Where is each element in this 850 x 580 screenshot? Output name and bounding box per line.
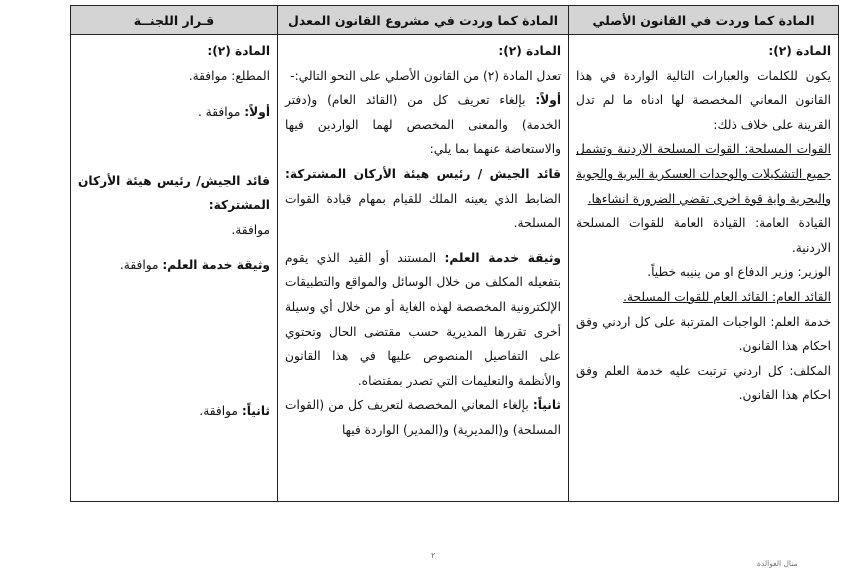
def-service-document-text: المستند أو القيد الذي يقوم بتفعيله المكلف من خلال الوسائل والمواقع والتطبيقات الإلكترونية المخصصة لهذه الغاية أو من خلال أي وسيلة أخرى تقررها المديرية حسب مقتضى الحال وتحتوي على التفاصيل المنصوص عليها في هذا القانون والأنظمة والتعليمات التي تصدر بمقتضاه. — [285, 250, 561, 388]
def-army-commander-text: الضابط الذي يعينه الملك للقيام بمهام قيادة القوات المسلحة. — [285, 191, 561, 231]
header-original-law: المادة كما وردت في القانون الأصلي — [569, 6, 839, 35]
clause-second-label: ثانياً: — [532, 398, 561, 413]
footer-stamp: منال الغوالدة — [757, 559, 798, 568]
table-row — [71, 35, 839, 502]
def-army-commander — [285, 162, 561, 236]
table-header-row — [71, 6, 839, 35]
header-amended-draft: المادة كما وردت في مشروع القانون المعدل — [278, 6, 569, 35]
clause-first-text: بإلغاء تعريف كل من (القائد العام) و(دفتر الخدمة) والمعنى المخصص لهما الواردين فيها والاستعاضة عنهما بما يلي: — [285, 93, 561, 157]
decision-second — [78, 399, 270, 424]
decision-first — [78, 100, 270, 125]
decision-second-text: موافقة. — [199, 404, 238, 419]
def-general-command: القيادة العامة: القيادة العامة للقوات المسلحة الاردنية. — [576, 216, 831, 255]
article-title: المادة (٢): — [207, 44, 270, 58]
clause-second-text: بإلغاء المعاني المخصصة لتعريف كل من (القوات المسلحة) و(المديرية) و(المدير) الواردة فيها — [285, 398, 561, 437]
clause-first-label: أولاً: — [535, 93, 562, 108]
cell-amended-draft — [278, 35, 569, 502]
def-minister: الوزير: وزير الدفاع او من ينيبه خطياً. — [647, 265, 831, 280]
decision-first-text: موافقة . — [197, 105, 241, 120]
decision-army-text: موافقة. — [231, 222, 270, 237]
definitions-intro: يكون للكلمات والعبارات التالية الواردة في هذا القانون المعاني المخصصة لها ادناه ما لم تدل القرينة على خلاف ذلك: — [576, 68, 831, 132]
page-number: ٢ — [431, 551, 436, 560]
clause-first — [285, 88, 561, 162]
def-army-commander-label: قائد الجيش / رئيس هيئة الأركان المشتركة: — [285, 166, 561, 181]
article-title: المادة (٢): — [498, 44, 561, 58]
decision-document — [78, 253, 270, 278]
def-service-document-label: وثيقة خدمة العلم: — [444, 250, 561, 265]
comparison-table — [70, 5, 839, 502]
decision-first-label: أولاً: — [244, 105, 270, 120]
cell-original-law — [569, 35, 839, 502]
def-commander: القائد العام: القائد العام للقوات المسلحة. — [623, 289, 831, 304]
cell-committee-decision — [71, 35, 278, 502]
def-service-document — [285, 246, 561, 394]
decision-document-label: وثيقة خدمة العلم: — [162, 257, 270, 272]
header-committee-decision: قـرار اللجنــة — [71, 6, 278, 35]
amendment-intro: تعدل المادة (٢) من القانون الأصلي على النحو التالي:- — [290, 68, 561, 83]
clause-second — [285, 393, 561, 442]
decision-document-text: موافقة. — [119, 257, 159, 272]
decision-second-label: ثانياً: — [241, 404, 270, 419]
decision-preamble: المطلع: موافقة. — [188, 68, 270, 83]
def-mukallaf: المكلف: كل اردني ترتبت عليه خدمة العلم وفق احكام هذا القانون. — [576, 363, 831, 403]
def-armed-forces: القوات المسلحة: القوات المسلحة الاردنية وتشمل جميع التشكيلات والوحدات العسكرية البرية والجوية والبحرية واية قوة اخرى تقضي الضرورة انشاءها. — [576, 142, 831, 206]
article-title: المادة (٢): — [768, 44, 831, 58]
def-flag-service: خدمة العلم: الواجبات المترتبة على كل اردني وفق احكام هذا القانون. — [576, 314, 831, 354]
decision-army-label: قائد الجيش/ رئيس هيئة الأركان المشتركة: — [78, 173, 270, 213]
